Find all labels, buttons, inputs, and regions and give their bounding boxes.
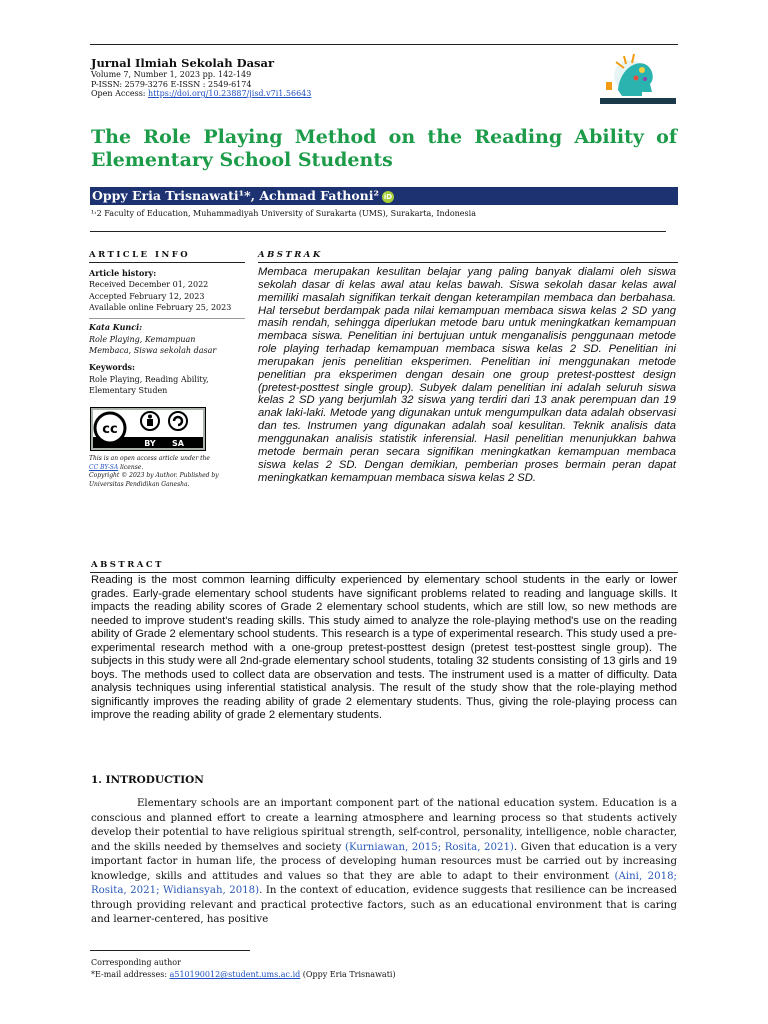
issn-line: P-ISSN: 2579-3276 E-ISSN : 2549-6174 [91,80,252,89]
abstrak-text: Membaca merupakan kesulitan belajar yang paling banyak dialami oleh siswa sekolah dasar di kelas awal atau kelas bawah. Siswa sekolah dasar kelas awal memiliki masalah signifikan terkait dengan keterampilan membaca dan berbahasa. Hal tersebut berdampak pada nilai kemampuan membaca siswa kelas 2 SD yang masih rendah, sehingga diperlukan metode baru untuk meningkatkan kemampuan membaca siswa. Penelitian ini bertujuan untuk menganalisis penggunaan metode role playing terhadap kemampuan membaca siswa kelas 2 SD. Penelitian ini merupakan jenis penelitian eksperimen. Penelitian ini menggunakan metode penelitian pra eksperimen dengan desain one group pretest-posttest design (pretest-posttest single group). Subyek dalam penelitian ini adalah seluruh siswa kelas 2 SD yang berjumlah 32 siswa yang terdiri dari 13 anak perempuan dan 19 anak laki-laki. Metode yang digunakan untuk mengumpulkan data adalah observasi dan tes. Instrumen yang digunakan adalah soal kesulitan. Teknik analisis data menggunakan analisis statistik inferensial. Hasil penelitian menunjukkan bahwa metode bermain peran secara signifikan meningkatkan kemampuan membaca siswa kelas 2 SD. Dengan demikian, pemberian proses bermain peran dapat meningkatkan kemampuan membaca siswa kelas 2 SD. [258,266,676,484]
article-info-rule [89,262,245,263]
article-info-heading: ARTICLE INFO [89,250,191,260]
kata-kunci-line1: Role Playing, Kemampuan [89,335,196,344]
abstract-rule [90,572,678,573]
sa-label: SA [172,439,184,448]
footer-rule [90,950,250,951]
accepted-date: Accepted February 12, 2023 [89,292,205,301]
license-suffix: license. [118,463,144,471]
abstract-text: Reading is the most common learning difficulty experienced by elementary school students in the early or lower grades. Early-grade elementary school students have significant problems related to reading and language skills. It impacts the reading ability scores of Grade 2 elementary school students, which are still low, so new methods are needed to improve student's reading skills. This study aimed to analyze the role-playing method's use on the reading ability of Grade 2 elementary school students. This research is a type of experimental research. This study used a pre-experimental research method with a one-group pretest-posttest design (pretest test-posttest single group). The subjects in this study were all 2nd-grade elementary school students, totaling 32 students consisting of 13 girls and 19 boys. The methods used to collect data are observation and tests. The instrument used is a matter of difficulty. Data analysis techniques using inferential statistical analysis. The result of the study show that the role-playing method significantly improves the reading ability of grade 2 elementary students. Thus, giving the role-playing process can improve the reading ability of grade 2 elementary students. [91,574,677,721]
license-line2 [89,464,219,473]
journal-logo [598,48,680,108]
top-rule [90,44,678,45]
abstract-heading: ABSTRACT [91,560,164,570]
citation-kurniawan-rosita[interactable]: (Kurniawan, 2015; Rosita, 2021) [344,841,514,853]
abstrak-rule [258,262,678,263]
cc-by-sa-link[interactable]: CC BY-SA [89,463,119,471]
available-date: Available online February 25, 2023 [89,303,232,312]
keywords-label: Keywords: [89,362,136,372]
intro-text-a: Elementary schools are an important component part of the national education system. Education is a conscious and planned effort to create a learning atmosphere and learning process so that students actively develop their potential to have religious spiritual strength, self-control, personality, intelligence, noble character, and the skills needed by themselves and society [91,798,677,853]
author-bar [90,187,678,205]
open-access-line [91,89,311,99]
license-line1: This is an open access article under the [89,455,210,462]
received-date: Received December 01, 2022 [89,280,209,289]
cc-label: cc [102,422,118,437]
license-text [89,455,219,489]
email-link[interactable]: a510190012@student.ums.ac.id [169,970,301,979]
journal-name: Jurnal Ilmiah Sekolah Dasar [91,56,275,70]
intro-text-c: . In the context of education, evidence suggests that resilience can be increased through providing relevant and practical protective factors, such as an educational environment that is caring and learner-centered, has positive [91,885,678,925]
open-access-label: Open Access: [91,89,149,98]
kata-kunci-label: Kata Kunci: [89,322,143,332]
intro-text-b: . Given that education is a very important factor in human life, the process of developing human resources must be carried out by increasing knowledge, skills and attitudes and values so that they are able to adapt to their environment [91,841,678,882]
kata-kunci-line2: Membaca, Siswa sekolah dasar [89,346,217,355]
abstrak-heading: ABSTRAK [258,250,323,260]
copyright-line1: Copyright © 2023 by Author. Published by [89,472,219,479]
affiliation-rule [90,231,666,232]
cc-by-sa-badge[interactable] [90,407,206,451]
orcid-icon[interactable]: iD [383,192,393,201]
authors: Oppy Eria Trisnawati¹*, Achmad Fathoni² [92,188,379,203]
volume-line: Volume 7, Number 1, 2023 pp. 142-149 [91,70,252,79]
introduction-heading: 1. INTRODUCTION [91,774,204,786]
doi-link[interactable]: https://doi.org/10.23887/jisd.v7i1.56643 [148,89,312,98]
introduction-paragraph [91,797,677,928]
copyright-line2: Universitas Pendidikan Ganesha. [89,480,190,488]
email-line [91,970,396,979]
history-label: Article history: [89,268,157,278]
keywords-line2: Elementary Studen [89,386,168,395]
citation-aini-rosita-widiansyah[interactable]: (Aini, 2018; Rosita, 2021; Widiansyah, 2018) [91,870,677,896]
email-owner: (Oppy Eria Trisnawati) [300,970,396,979]
corresponding-author-label: Corresponding author [91,958,181,967]
article-title: The Role Playing Method on the Reading Ability of Elementary School Students [91,126,677,171]
keywords-line1: Role Playing, Reading Ability, [89,375,209,384]
history-rule [89,318,245,319]
email-label: *E-mail addresses: [91,970,170,979]
affiliation: ¹˒2 Faculty of Education, Muhammadiyah University of Surakarta (UMS), Surakarta, Indonesia [91,209,476,218]
by-label: BY [144,439,156,448]
